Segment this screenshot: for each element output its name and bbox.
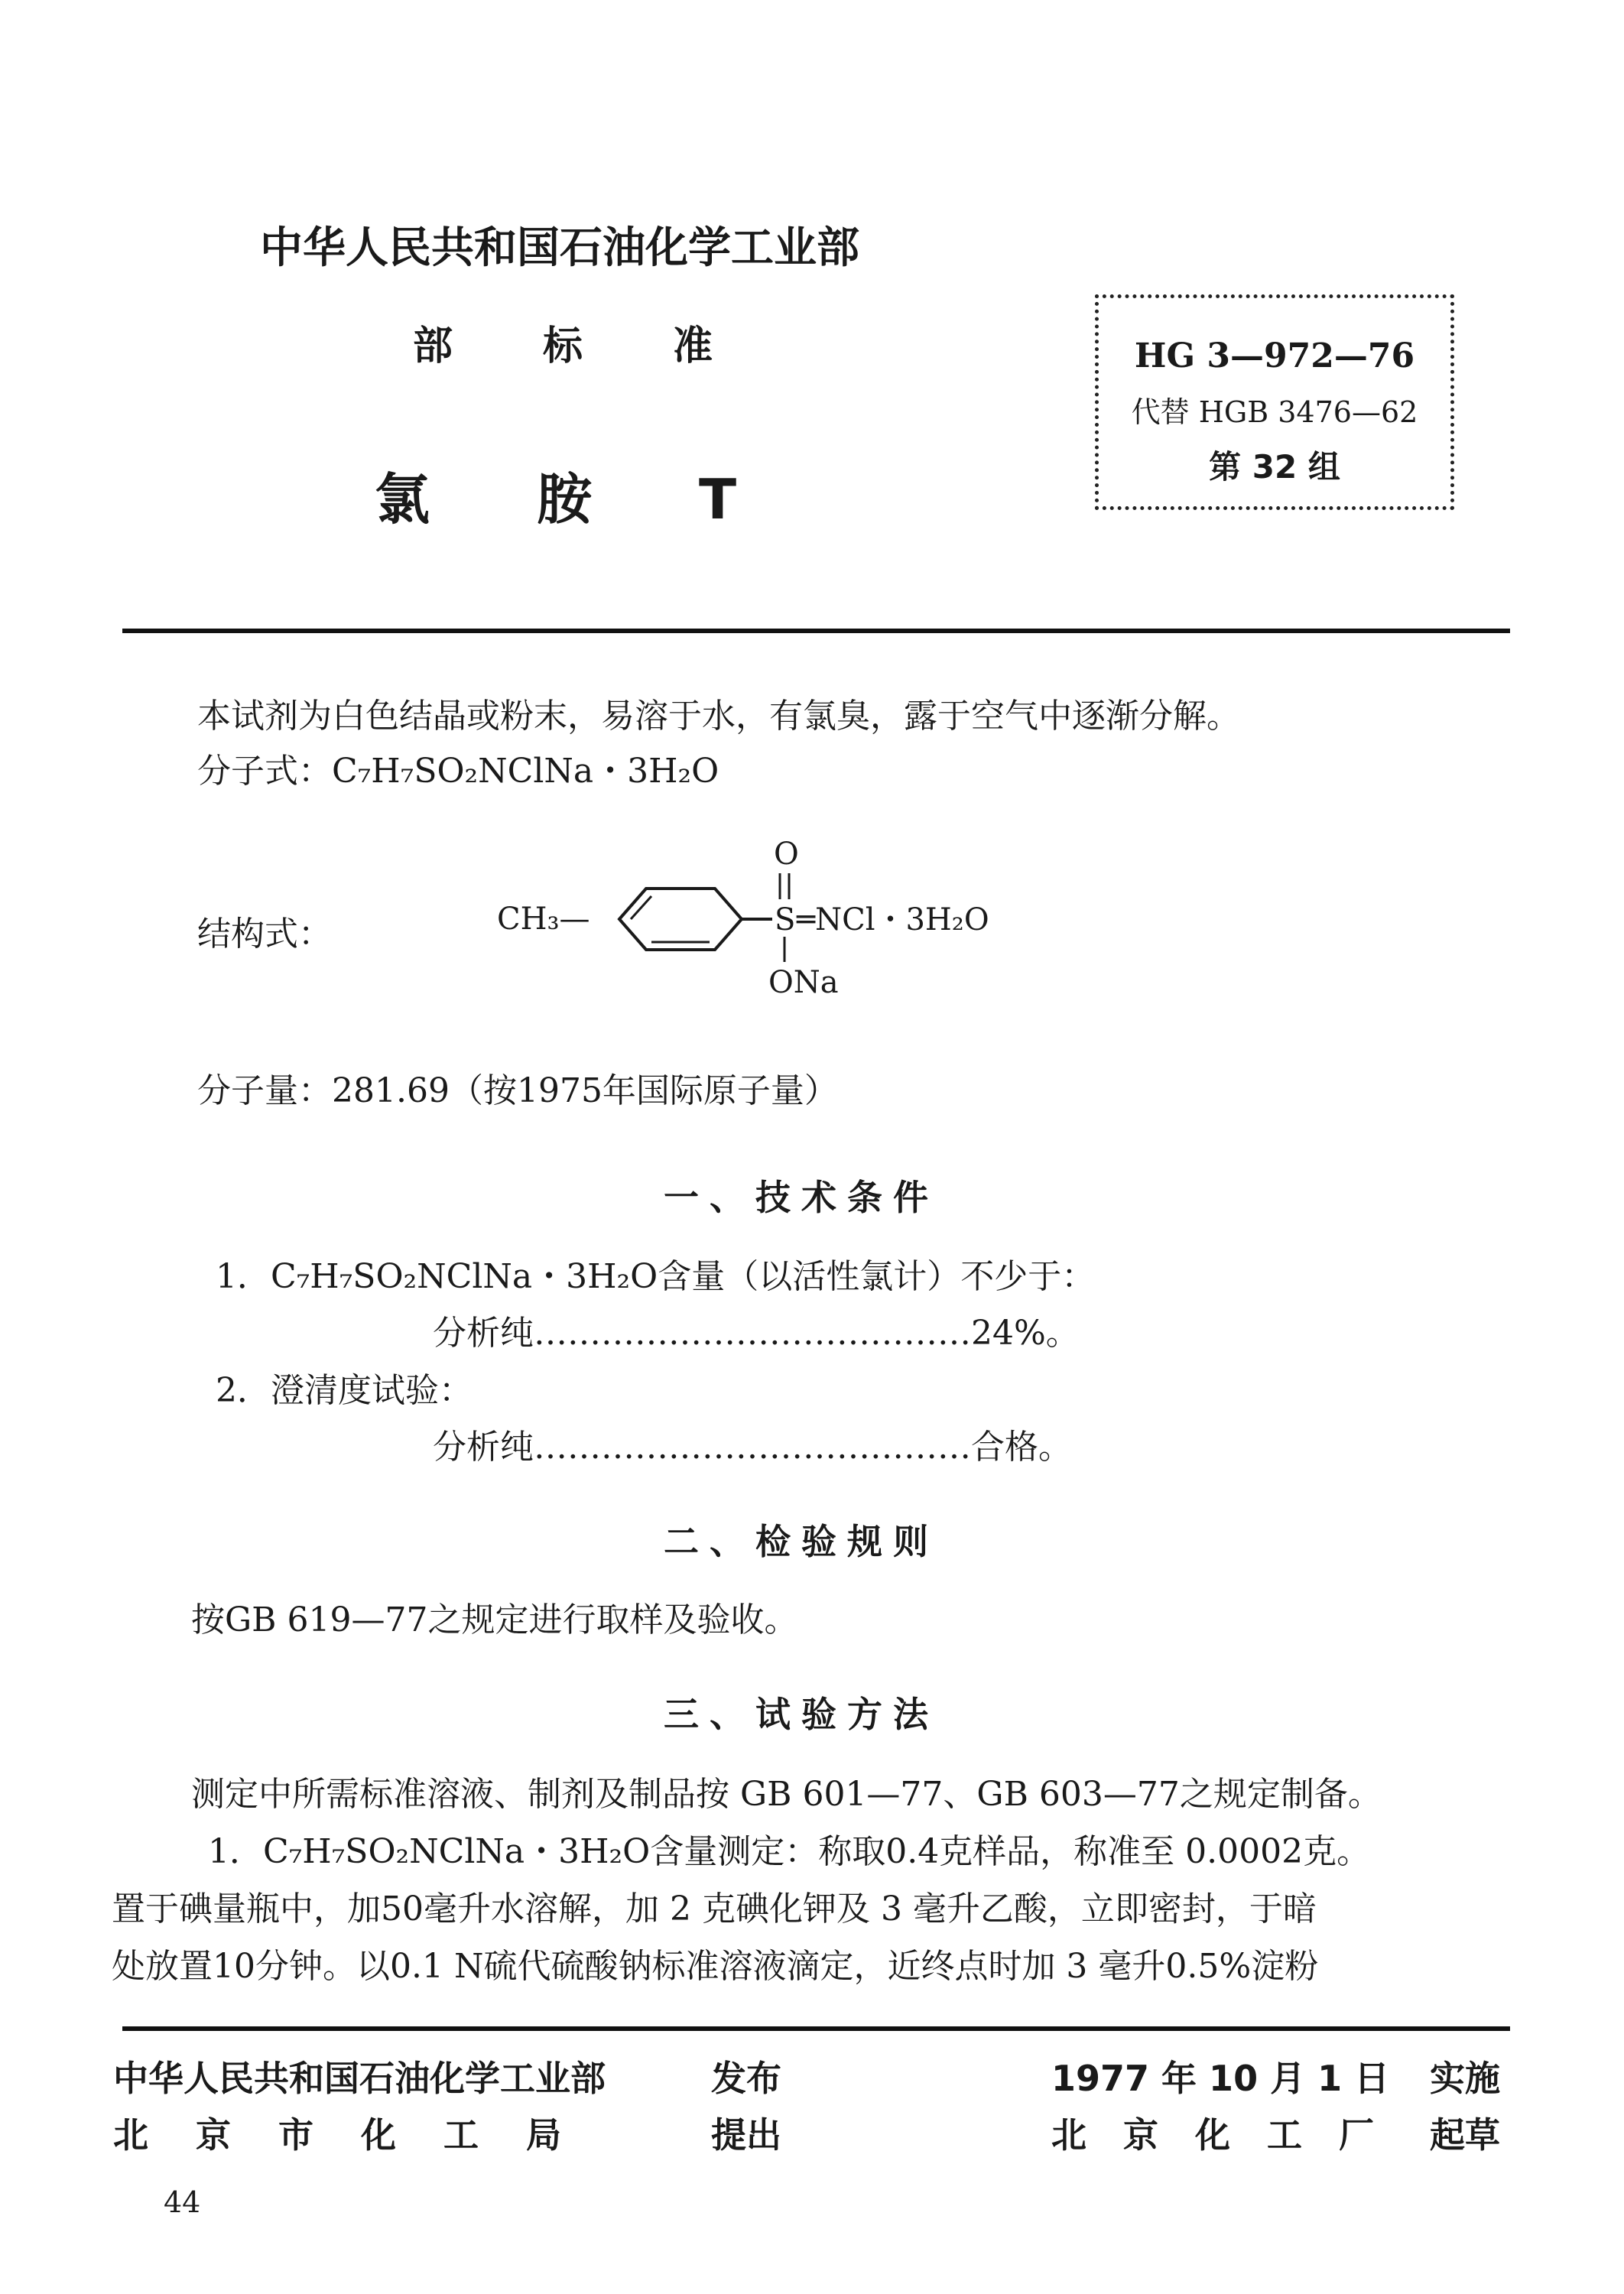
method-paragraph-line: 处放置10分钟。以0.1 N硫代硫酸钠标准溶液滴定，近终点时加 3 毫升0.5%淀粉 xyxy=(112,1947,1319,1986)
page-number: 44 xyxy=(164,2185,201,2219)
structural-formula xyxy=(489,833,1070,1017)
inspection-text: 按GB 619—77之规定进行取样及验收。 xyxy=(191,1600,798,1639)
ministry-title: 中华人民共和国石油化学工业部 xyxy=(260,223,859,273)
group-number: 第 32 组 xyxy=(1209,448,1340,486)
drafter-org: 北京化工厂 xyxy=(1051,2114,1411,2156)
proposer-org: 北京市化工局 xyxy=(113,2114,609,2156)
list-item: 1．C₇H₇SO₂NClNa・3H₂O含量（以活性氯计）不少于： xyxy=(216,1257,1096,1296)
list-item: 分析纯…………………………………24%。 xyxy=(433,1314,1080,1353)
list-item: 2．澄清度试验： xyxy=(216,1371,473,1410)
molecular-formula: 分子式：C₇H₇SO₂NClNa・3H₂O xyxy=(197,752,719,791)
structure-label: 结构式： xyxy=(197,915,332,954)
implement-verb: 实施 xyxy=(1430,2058,1500,2099)
section-heading-methods: 三、试验方法 xyxy=(664,1694,939,1735)
header-divider xyxy=(122,629,1510,633)
product-name: 氯胺T xyxy=(375,467,844,531)
list-item: 分析纯…………………………………合格。 xyxy=(433,1428,1072,1467)
ring-inner-bond xyxy=(631,896,651,919)
oxygen-top: O xyxy=(774,837,799,872)
method-paragraph-line: 1．C₇H₇SO₂NClNa・3H₂O含量测定：称取0.4克样品，称准至 0.0002克。 xyxy=(208,1832,1371,1871)
molecular-weight: 分子量：281.69（按1975年国际原子量） xyxy=(197,1071,838,1110)
section-heading-inspection: 二、检验规则 xyxy=(664,1521,939,1562)
drafter-verb: 起草 xyxy=(1430,2114,1500,2156)
sulfur-atom: S xyxy=(775,902,796,937)
methyl-group: CH₃— xyxy=(497,902,590,937)
footer-divider xyxy=(122,2026,1510,2031)
implement-date: 1977 年 10 月 1 日 xyxy=(1051,2058,1390,2099)
method-paragraph-line: 置于碘量瓶中，加50毫升水溶解，加 2 克碘化钾及 3 毫升乙酸，立即密封，于暗 xyxy=(112,1889,1317,1928)
publisher-org: 中华人民共和国石油化学工业部 xyxy=(113,2058,606,2099)
replaces-code: 代替 HGB 3476—62 xyxy=(1131,395,1418,429)
nitrogen-chloride-part: ═NCl・3H₂O xyxy=(797,902,989,937)
publisher-verb: 发布 xyxy=(711,2058,781,2099)
standard-code: HG 3—972—76 xyxy=(1134,336,1415,375)
method-intro: 测定中所需标准溶液、制剂及制品按 GB 601—77、GB 603—77之规定制备。 xyxy=(191,1775,1382,1814)
ona-group: ONa xyxy=(768,965,839,1000)
section-heading-technical: 一、技术条件 xyxy=(664,1177,939,1218)
standard-type: 部标准 xyxy=(413,323,804,369)
description: 本试剂为白色结晶或粉末，易溶于水，有氯臭，露于空气中逐渐分解。 xyxy=(197,697,1240,736)
benzene-ring xyxy=(619,889,742,950)
standard-code-box xyxy=(1095,294,1454,510)
proposer-verb: 提出 xyxy=(711,2114,781,2156)
